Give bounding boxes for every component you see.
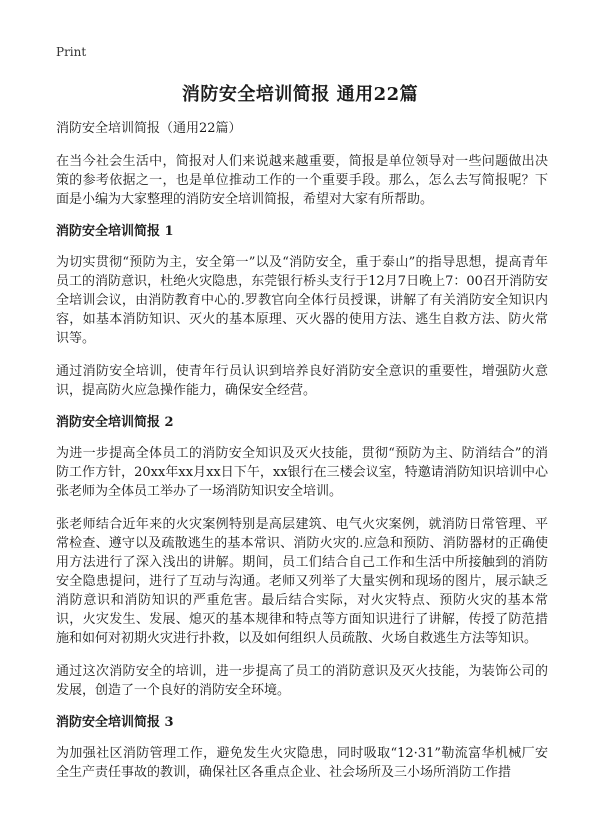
paragraph: 为加强社区消防管理工作，避免发生火灾隐患，同时吸取“12·31”勒流富华机械厂安全生产责任事故的教训，确保社区各重点企业、社会场所及三小场所消防工作措 [56, 746, 548, 780]
section-2 [56, 414, 548, 700]
section-1 [56, 223, 548, 400]
page-title: 消防安全培训简报 通用22篇 [181, 84, 419, 105]
paragraph: 为切实贯彻“预防为主，安全第一”以及“消防安全，重于泰山”的指导思想，提高青年员工的消防意识，杜绝火灾隐患，东莞银行桥头支行于12月7日晚上7：00召开消防安全培训会议，由消防教育中心的.罗教官向全体行员授课，讲解了有关消防安全知识内容，如基本消防知识、灭火的基本原理、灭火器的使用方法、逃生自救方法、防火常识等。 [56, 255, 548, 346]
document-body [56, 120, 548, 796]
paragraph: 为进一步提高全体员工的消防安全知识及灭火技能，贯彻“预防为主、防消结合”的消防工作方针，20xx年xx月xx日下午，xx银行在三楼会议室，特邀请消防知识培训中心张老师为全体员工举办了一场消防知识安全培训。 [56, 446, 548, 499]
print-link[interactable]: Print [56, 45, 87, 59]
paragraph: 通过这次消防安全的培训，进一步提高了员工的消防意识及灭火技能，为装饰公司的发展，创造了一个良好的消防安全环境。 [56, 664, 548, 698]
document-subtitle: 消防安全培训简报（通用22篇） [56, 121, 242, 136]
section-heading: 消防安全培训简报 3 [56, 715, 174, 730]
section-heading: 消防安全培训简报 1 [56, 224, 174, 239]
paragraph: 张老师结合近年来的火灾案例特别是高层建筑、电气火灾案例，就消防日常管理、平常检查、遵守以及疏散逃生的基本常识、消防火灾的.应急和预防、消防器材的正确使用方法进行了深入浅出的讲解。期间，员工们结合自己工作和生活中所接触到的消防安全隐患提问，进行了互动与沟通。老师又列举了大量实例和现场的图片，展示缺乏消防意识和消防知识的严重危害。最后结合实际，对火灾特点、预防火灾的基本常识，火灾发生、发展、熄灭的基本规律和特点等方面知识进行了讲解，传授了防范措施和如何对初期火灾进行扑救，以及如何组织人员疏散、火场自救逃生方法等知识。 [56, 517, 548, 646]
paragraph: 通过消防安全培训，使青年行员认识到培养良好消防安全意识的重要性，增强防火意识，提高防火应急操作能力，确保安全经营。 [56, 364, 548, 398]
section-heading: 消防安全培训简报 2 [56, 415, 174, 430]
intro-paragraph: 在当今社会生活中，简报对人们来说越来越重要，简报是单位领导对一些问题做出决策的参考依据之一，也是单位推动工作的一个重要手段。那么，怎么去写简报呢？下面是小编为大家整理的消防安全培训简报，希望对大家有所帮助。 [56, 154, 548, 207]
section-3 [56, 714, 548, 782]
